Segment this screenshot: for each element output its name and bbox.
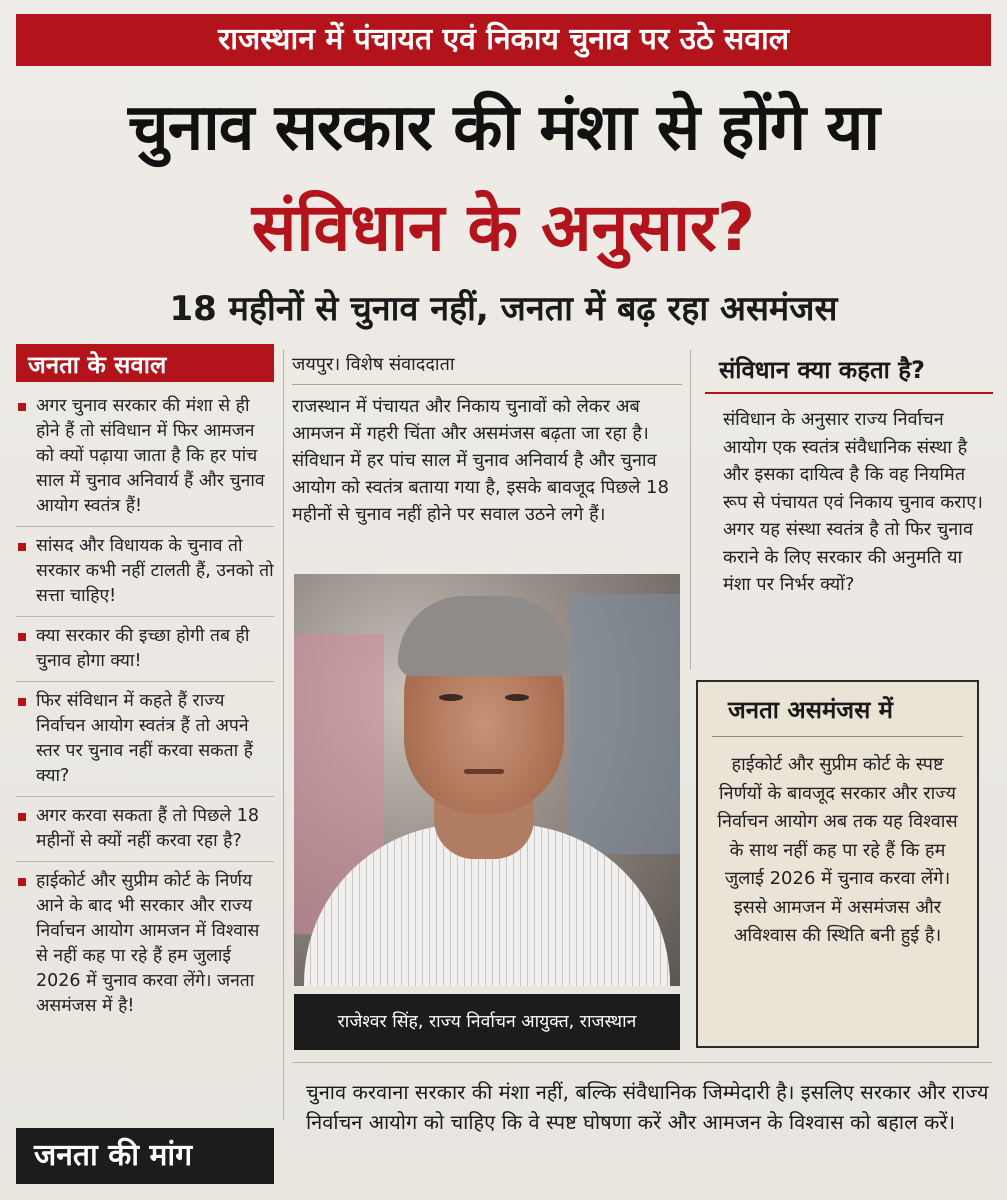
divider (16, 681, 274, 682)
photo-mouth (464, 769, 504, 774)
divider (712, 736, 963, 737)
question-text: अगर करवा सकता हैं तो पिछले 18 महीनों से क्यों नहीं करवा रहा है? (36, 806, 260, 851)
bullet-icon (18, 403, 26, 411)
column-rule (283, 350, 284, 1120)
confusion-body: हाईकोर्ट और सुप्रीम कोर्ट के स्पष्ट निर्णयों के बावजूद सरकार और राज्य निर्वाचन आयोग अब तक यह विश्वास के साथ नहीं कह पा रहे हैं कि हम जुलाई 2026 में चुनाव करवा लेंगे। इससे आमजन में असमंजस और अविश्वास की स्थिति बनी हुई है। (717, 754, 958, 946)
center-column (292, 350, 682, 528)
questions-list (16, 394, 274, 1019)
top-banner: राजस्थान में पंचायत एवं निकाय चुनाव पर उठे सवाल (16, 14, 991, 66)
official-photo (294, 574, 680, 986)
question-item (16, 534, 274, 609)
divider (16, 616, 274, 617)
confusion-title: जनता असमंजस में (728, 696, 894, 724)
bullet-icon (18, 698, 26, 706)
divider (292, 384, 682, 385)
left-column (16, 344, 274, 1033)
photo-hair (398, 596, 570, 676)
question-text: हाईकोर्ट और सुप्रीम कोर्ट के निर्णय आने के बाद भी सरकार और राज्य निर्वाचन आयोग आमजन में विश्वास से नहीं कह पा रहे हैं हम जुलाई 2026 में चुनाव करवा लेंगे। जनता असमंजस में है! (36, 871, 260, 1016)
bullet-icon (18, 878, 26, 886)
photo-eye (439, 694, 463, 701)
dateline: जयपुर। विशेष संवाददाता (292, 354, 455, 375)
confusion-box (696, 680, 979, 1048)
question-item (16, 689, 274, 789)
divider (16, 526, 274, 527)
question-text: अगर चुनाव सरकार की मंशा से ही होने हैं तो संविधान में फिर आमजन को क्यों पढ़ाया जाता है कि हर पांच साल में चुनाव अनिवार्य हैं और चुनाव आयोग स्वतंत्र हैं! (36, 396, 265, 516)
photo-eye (505, 694, 529, 701)
bullet-icon (18, 633, 26, 641)
question-text: फिर संविधान में कहते हैं राज्य निर्वाचन आयोग स्वतंत्र हैं तो अपने स्तर पर चुनाव नहीं करवा सकता हैं क्या? (36, 691, 253, 786)
constitution-body: संविधान के अनुसार राज्य निर्वाचन आयोग एक स्वतंत्र संवैधानिक संस्था है और इसका दायित्व है कि वह नियमित रूप से पंचायत एवं निकाय चुनाव कराए। अगर यह संस्था स्वतंत्र है तो फिर चुनाव कराने के लिए सरकार की अनुमति या मंशा पर निर्भर क्यों? (723, 409, 983, 595)
column-rule (690, 350, 691, 670)
divider (705, 392, 993, 394)
bullet-icon (18, 543, 26, 551)
question-text: सांसद और विधायक के चुनाव तो सरकार कभी नहीं टालती हैं, उनको तो सत्ता चाहिए! (36, 536, 274, 606)
photo-background (570, 594, 680, 854)
bullet-icon (18, 813, 26, 821)
question-item (16, 804, 274, 854)
question-text: क्या सरकार की इच्छा होगी तब ही चुनाव होगा क्या! (36, 626, 250, 671)
divider (16, 796, 274, 797)
question-item (16, 869, 274, 1019)
bottom-note: चुनाव करवाना सरकार की मंशा नहीं, बल्कि संवैधानिक जिम्मेदारी है। इसलिए सरकार और राज्य निर्वाचन आयोग को चाहिए कि वे स्पष्ट घोषणा करें और आमजन के विश्वास को बहाल करें। (292, 1062, 992, 1186)
question-item (16, 624, 274, 674)
constitution-title: संविधान क्या कहता है? (719, 356, 925, 384)
subheadline: 18 महीनों से चुनाव नहीं, जनता में बढ़ रहा असमंजस (169, 289, 838, 329)
headline-line-1: चुनाव सरकार की मंशा से होंगे या (128, 91, 879, 165)
question-item (16, 394, 274, 519)
divider (16, 861, 274, 862)
right-column (705, 350, 993, 599)
demand-label: जनता की मांग (16, 1128, 274, 1184)
questions-title: जनता के सवाल (16, 344, 274, 382)
photo-caption: राजेश्वर सिंह, राज्य निर्वाचन आयुक्त, राजस्थान (294, 994, 680, 1050)
article-body: राजस्थान में पंचायत और निकाय चुनावों को लेकर अब आमजन में गहरी चिंता और असमंजस बढ़ता जा रहा है। संविधान में हर पांच साल में चुनाव अनिवार्य है और चुनाव आयोग को स्वतंत्र बताया गया है, इसके बावजूद पिछले 18 महीनों से चुनाव नहीं होने पर सवाल उठने लगे हैं। (292, 396, 669, 525)
headline-line-2: संविधान के अनुसार? (251, 189, 756, 266)
